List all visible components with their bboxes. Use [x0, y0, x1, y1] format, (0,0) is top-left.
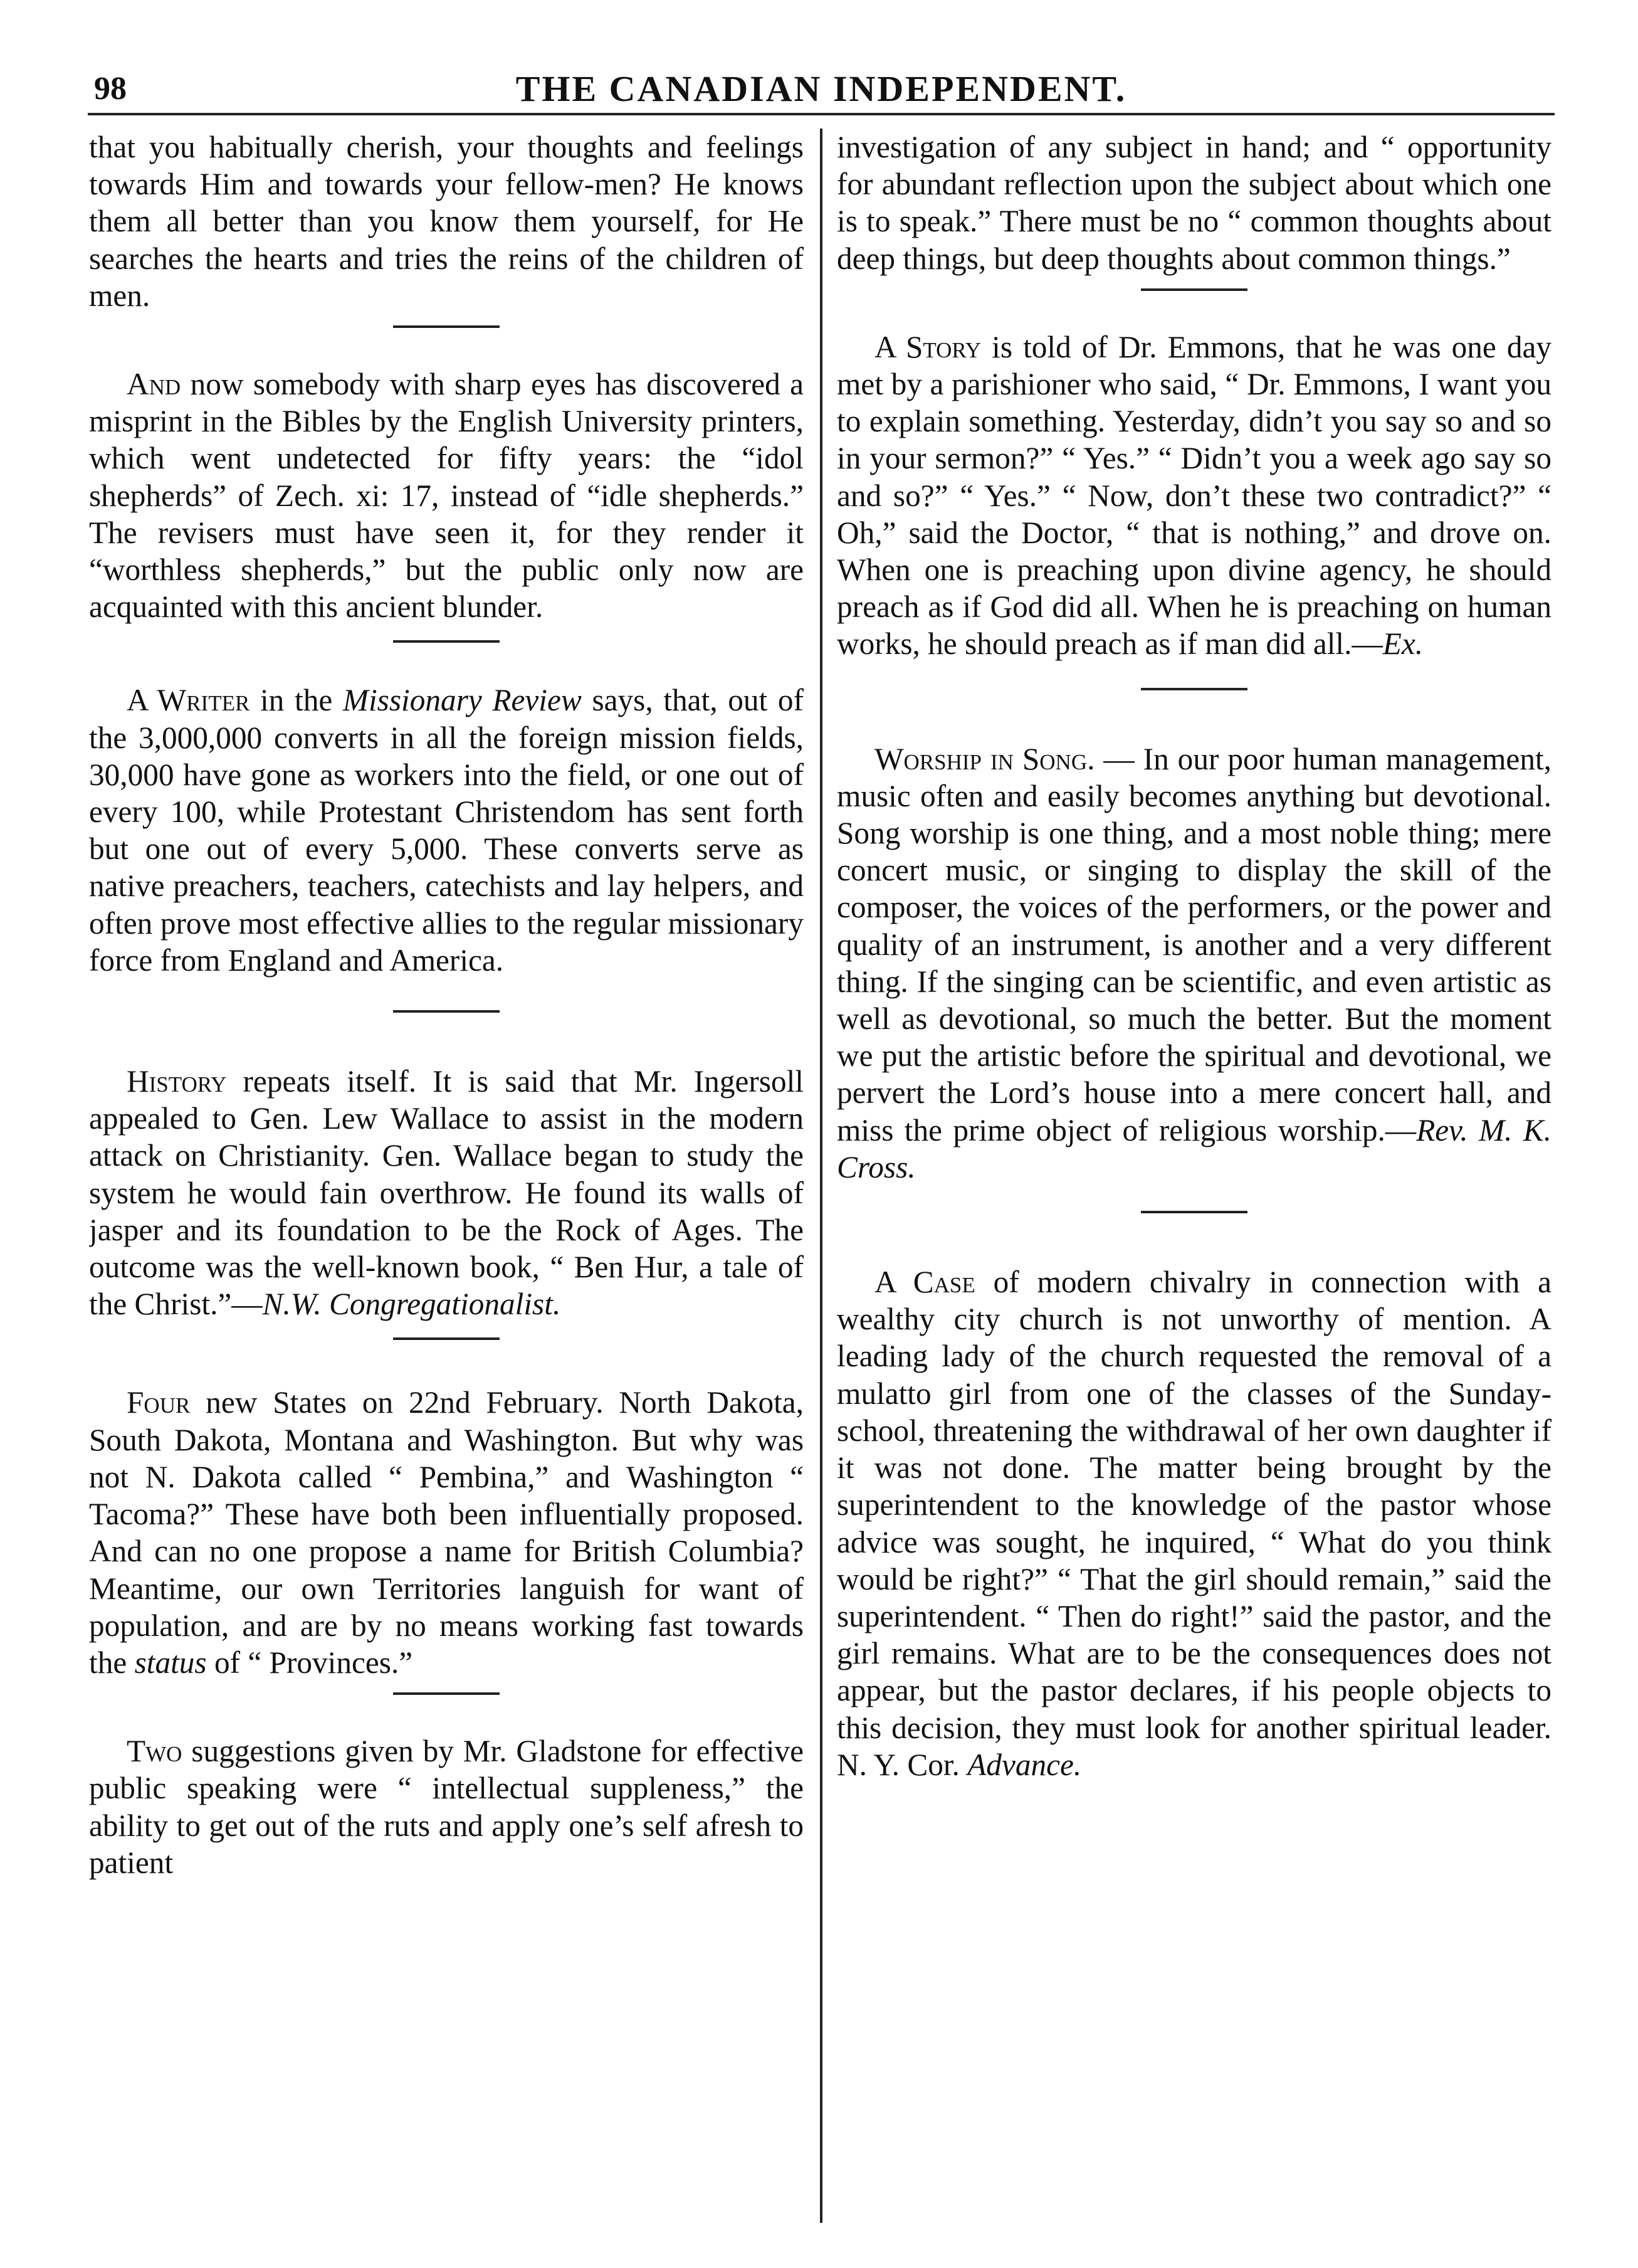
article-lead: Worship in Song.: [874, 741, 1095, 776]
article-lead: A Case: [874, 1265, 975, 1300]
article-history: [89, 1063, 804, 1322]
article-body: says, that, out of the 3,000,000 converts in all the foreign mission fields, 30,000 have gone as workers into the field, or one out of every 100, while Protestant Christendom has sent forth but one out of every 5,000. These converts serve as native preachers, teachers, catechists and lay helpers, and often prove most effective allies to the regular missionary force from England and America.: [89, 683, 804, 978]
article-body: of modern chivalry in connection with a wealthy city church is not unworthy of mention. A leading lady of the church requested the removal of a mulatto girl from one of the classes of the Sunday-school, threatening the withdrawal of her own daughter if it was not done. The matter being brought by the superintendent to the knowledge of the pastor whose advice was sought, he inquired, “ What do you think would be right?” “ That the girl should remain,” said the superintendent. “ Then do right!” said the pastor, and the girl remains. What are to be the consequences does not appear, but the pastor declares, if his people objects to this decision, they must look for another spiritual leader. N. Y. Cor.: [837, 1265, 1551, 1782]
article-separator: [1141, 688, 1247, 690]
article-body: — In our poor human management, music often and easily becomes anything but devotional. Song worship is one thing, and a most noble thing; mere concert music, or singing to display the skill of the composer, the voices of the performers, or the power and quality of an instrument, is another and a very different thing. If the singing can be scientific, and even artistic as well as devotional, so much the better. But the moment we put the artistic before the spiritual and devotional, we pervert the Lord’s house into a mere concert hall, and miss the prime object of religious worship.—: [837, 741, 1551, 1147]
article-lead: Four: [127, 1385, 191, 1420]
article-continuation-right: investigation of any subject in hand; and “ opportunity for abundant reflection upon the subject about which one is to speak.” There must be no “ common thoughts about deep things, but deep thoughts about common things.”: [837, 130, 1551, 276]
article-lead: History: [127, 1064, 227, 1099]
article-separator: [1141, 288, 1247, 291]
article-chivalry: [837, 1263, 1551, 1783]
right-column: [837, 129, 1551, 2217]
article-missionary: [89, 682, 804, 979]
article-emmons: [837, 329, 1551, 663]
article-text: in the: [249, 683, 343, 718]
italic-term: status: [134, 1645, 207, 1680]
article-misprint: [89, 366, 804, 625]
page-header: [88, 63, 1555, 115]
article-separator: [1141, 1211, 1247, 1213]
article-lead: A Writer: [127, 683, 250, 718]
article-body: suggestions given by Mr. Gladstone for effective public speaking were “ intellectual suppleness,” the ability to get out of the ruts and apply one’s self afresh to patient: [89, 1734, 804, 1880]
article-separator: [393, 1692, 500, 1695]
article-source: Advance.: [967, 1747, 1082, 1782]
article-lead: A Story: [874, 329, 982, 364]
article-source: Rev. M. K. Cross.: [837, 1112, 1551, 1184]
article-lead: And: [127, 367, 181, 402]
article-body: now somebody with sharp eyes has discovered a misprint in the Bibles by the English University printers, which went undetected for fifty years: the “idol shepherds” of Zech. xi: 17, instead of “idle shepherds.” The revisers must have seen it, for they render it “worthless shepherds,” but the public only now are acquainted with this ancient blunder.: [89, 367, 804, 625]
column-divider: [820, 129, 822, 2223]
article-source: Ex.: [1382, 626, 1424, 662]
article-source: N.W. Congregationalist.: [262, 1287, 561, 1322]
article-body: repeats itself. It is said that Mr. Ingersoll appealed to Gen. Lew Wallace to assist in the modern attack on Christianity. Gen. Wallace began to study the system he would fain overthrow. He found its walls of jasper and its foundation to be the Rock of Ages. The outcome was the well-known book, “ Ben Hur, a tale of the Christ.”—: [89, 1064, 804, 1322]
article-body: is told of Dr. Emmons, that he was one day met by a parishioner who said, “ Dr. Emmons, I want you to explain something. Yesterday, didn’t you say so and so in your sermon?” “ Yes.” “ Didn’t you a week ago say so and so?” “ Yes.” “ Now, don’t these two contradict?” “ Oh,” said the Doctor, “ that is nothing,” and drove on. When one is preaching upon divine agency, he should preach as if God did all. When he is preaching on human works, he should preach as if man did all.—: [837, 329, 1551, 662]
article-continuation-left: that you habitually cherish, your thoughts and feelings towards Him and towards your fellow-men? He knows them all better than you know them yourself, for He searches the hearts and tries the reins of the children of men.: [89, 130, 804, 313]
article-text: of “ Provinces.”: [206, 1645, 413, 1680]
article-body: new States on 22nd February. North Dakota, South Dakota, Montana and Washington. But why was not N. Dakota called “ Pembina,” and Washington “ Tacoma?” These have both been influentially proposed. And can no one propose a name for British Columbia? Meantime, our own Territories languish for want of population, and are by no means working fast towards the: [89, 1385, 804, 1680]
article-separator: [393, 325, 500, 328]
running-title: THE CANADIAN INDEPENDENT.: [515, 68, 1127, 109]
page-number: 98: [94, 71, 127, 107]
article-separator: [393, 1010, 500, 1013]
article-separator: [393, 640, 500, 643]
article-gladstone: [89, 1733, 804, 1881]
article-states: [89, 1384, 804, 1681]
article-separator: [393, 1337, 500, 1340]
article-worship: [837, 741, 1551, 1186]
publication-title: Missionary Review: [342, 683, 582, 718]
article-lead: Two: [127, 1734, 182, 1769]
left-column: [89, 129, 804, 2217]
